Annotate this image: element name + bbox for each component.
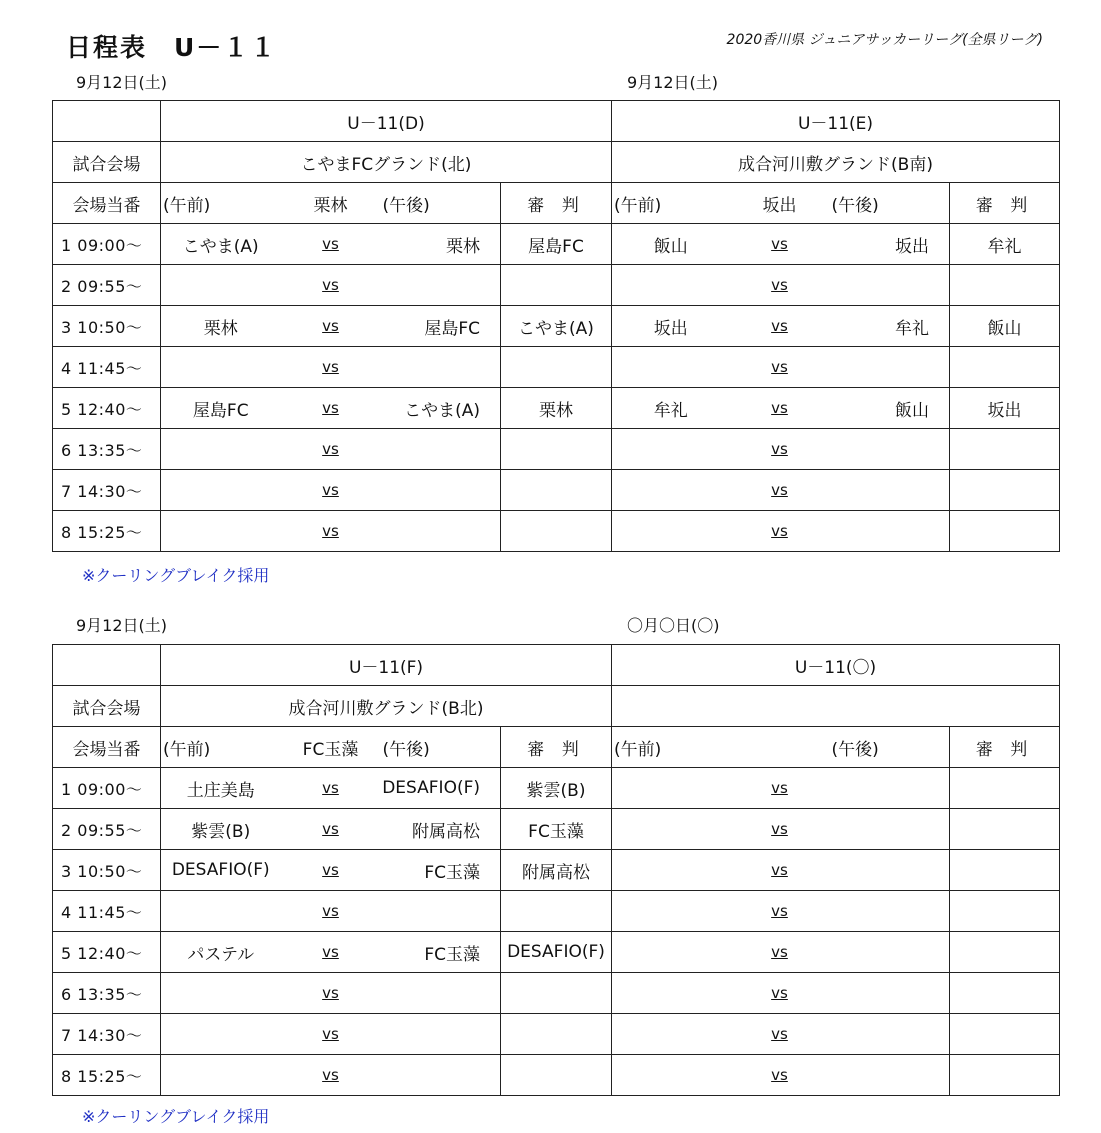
host-row	[53, 183, 1060, 224]
referee-team: 紫雲(B)	[501, 768, 612, 809]
date-left: 9月12日(土)	[76, 616, 168, 635]
league-name: 2020香川県 ジュニアサッカーリーグ(全県リーグ)	[726, 32, 1043, 48]
vs-label: vs	[322, 902, 339, 920]
home-team	[161, 429, 281, 470]
away-team	[830, 429, 950, 470]
away-team	[830, 891, 950, 932]
referee-team: 附属高松	[501, 850, 612, 891]
home-team	[612, 891, 730, 932]
vs-label: vs	[771, 235, 788, 253]
pm-label: (午後)	[381, 183, 501, 224]
host-label: 会場当番	[53, 183, 161, 224]
vs-cell	[730, 429, 830, 470]
referee-team	[950, 932, 1060, 973]
vs-label: vs	[771, 399, 788, 417]
vs-label: vs	[322, 399, 339, 417]
pm-label: (午後)	[830, 183, 950, 224]
away-team: 附属高松	[381, 809, 501, 850]
home-team	[161, 347, 281, 388]
vs-label: vs	[322, 481, 339, 499]
referee-label: 審 判	[501, 183, 612, 224]
vs-cell	[281, 429, 381, 470]
match-row	[53, 768, 1060, 809]
referee-team	[950, 1014, 1060, 1055]
vs-label: vs	[322, 440, 339, 458]
home-team	[161, 265, 281, 306]
away-team	[381, 891, 501, 932]
am-host-team: 栗林	[281, 183, 381, 224]
pm-label: (午後)	[830, 727, 950, 768]
referee-team	[950, 470, 1060, 511]
vs-cell	[730, 768, 830, 809]
vs-cell	[730, 306, 830, 347]
vs-cell	[281, 973, 381, 1014]
vs-label: vs	[771, 902, 788, 920]
vs-cell	[730, 511, 830, 552]
match-time: 1 09:00～	[53, 768, 161, 809]
home-team	[612, 511, 730, 552]
vs-cell	[730, 1055, 830, 1096]
referee-team	[950, 768, 1060, 809]
match-time: 4 11:45～	[53, 891, 161, 932]
am-host-team: FC玉藻	[281, 727, 381, 768]
referee-team	[950, 347, 1060, 388]
referee-team	[501, 511, 612, 552]
match-row	[53, 224, 1060, 265]
match-row	[53, 429, 1060, 470]
match-row	[53, 1014, 1060, 1055]
pm-label: (午後)	[381, 727, 501, 768]
match-row	[53, 1055, 1060, 1096]
referee-team	[501, 1055, 612, 1096]
vs-cell	[281, 388, 381, 429]
venue-row	[53, 142, 1060, 183]
away-team	[381, 1014, 501, 1055]
home-team: 紫雲(B)	[161, 809, 281, 850]
referee-team: 坂出	[950, 388, 1060, 429]
away-team: 飯山	[830, 388, 950, 429]
vs-label: vs	[771, 522, 788, 540]
vs-cell	[730, 470, 830, 511]
home-team	[161, 891, 281, 932]
vs-label: vs	[771, 276, 788, 294]
match-time: 6 13:35～	[53, 973, 161, 1014]
referee-team	[950, 511, 1060, 552]
group-name: U－11(E)	[612, 101, 1060, 142]
home-team: DESAFIO(F)	[161, 850, 281, 891]
home-team: 牟礼	[612, 388, 730, 429]
vs-cell	[730, 891, 830, 932]
page-title: 日程表 U－１１	[66, 33, 278, 62]
venue-name: 成合河川敷グランド(B南)	[612, 142, 1060, 183]
away-team	[830, 1055, 950, 1096]
group-name: U－11(〇)	[612, 645, 1060, 686]
away-team	[381, 1055, 501, 1096]
vs-cell	[281, 224, 381, 265]
referee-label: 審 判	[950, 183, 1060, 224]
vs-label: vs	[771, 984, 788, 1002]
vs-label: vs	[771, 779, 788, 797]
match-time: 6 13:35～	[53, 429, 161, 470]
match-row	[53, 306, 1060, 347]
vs-label: vs	[322, 317, 339, 335]
referee-team	[950, 265, 1060, 306]
match-row	[53, 891, 1060, 932]
away-team: DESAFIO(F)	[381, 768, 501, 809]
vs-label: vs	[322, 943, 339, 961]
vs-cell	[281, 891, 381, 932]
away-team: 屋島FC	[381, 306, 501, 347]
home-team	[161, 973, 281, 1014]
vs-label: vs	[322, 1066, 339, 1084]
match-time: 1 09:00～	[53, 224, 161, 265]
vs-cell	[281, 768, 381, 809]
home-team	[612, 429, 730, 470]
vs-cell	[730, 224, 830, 265]
referee-team: 栗林	[501, 388, 612, 429]
match-time: 2 09:55～	[53, 809, 161, 850]
vs-cell	[730, 1014, 830, 1055]
vs-label: vs	[322, 779, 339, 797]
vs-label: vs	[322, 276, 339, 294]
match-row	[53, 850, 1060, 891]
away-team: FC玉藻	[381, 932, 501, 973]
referee-team	[950, 891, 1060, 932]
home-team	[612, 973, 730, 1014]
referee-team: FC玉藻	[501, 809, 612, 850]
match-time: 7 14:30～	[53, 1014, 161, 1055]
away-team	[830, 511, 950, 552]
away-team	[381, 973, 501, 1014]
am-label: (午前)	[612, 727, 730, 768]
referee-team	[950, 973, 1060, 1014]
cooling-break-note: ※クーリングブレイク採用	[82, 1107, 270, 1126]
away-team	[381, 265, 501, 306]
home-team	[612, 1055, 730, 1096]
referee-team	[501, 973, 612, 1014]
host-label: 会場当番	[53, 727, 161, 768]
away-team: こやま(A)	[381, 388, 501, 429]
home-team	[612, 470, 730, 511]
away-team	[830, 768, 950, 809]
away-team	[381, 470, 501, 511]
home-team	[161, 1055, 281, 1096]
referee-team: 牟礼	[950, 224, 1060, 265]
away-team	[830, 809, 950, 850]
cooling-break-note: ※クーリングブレイク採用	[82, 566, 270, 585]
venue-label: 試合会場	[53, 686, 161, 727]
vs-cell	[281, 265, 381, 306]
home-team	[612, 768, 730, 809]
vs-label: vs	[771, 1025, 788, 1043]
referee-team	[950, 809, 1060, 850]
match-time: 5 12:40～	[53, 932, 161, 973]
venue-row	[53, 686, 1060, 727]
away-team	[381, 511, 501, 552]
home-team: 飯山	[612, 224, 730, 265]
away-team: 坂出	[830, 224, 950, 265]
venue-name: 成合河川敷グランド(B北)	[161, 686, 612, 727]
match-row	[53, 265, 1060, 306]
group-name-row	[53, 101, 1060, 142]
vs-cell	[730, 850, 830, 891]
vs-cell	[281, 850, 381, 891]
vs-label: vs	[322, 358, 339, 376]
corner-cell	[53, 101, 161, 142]
home-team	[612, 1014, 730, 1055]
home-team	[612, 850, 730, 891]
vs-label: vs	[322, 820, 339, 838]
vs-cell	[281, 306, 381, 347]
referee-team	[950, 429, 1060, 470]
away-team: 栗林	[381, 224, 501, 265]
away-team	[830, 1014, 950, 1055]
vs-label: vs	[771, 943, 788, 961]
referee-team	[501, 347, 612, 388]
date-right: 9月12日(土)	[627, 73, 719, 92]
vs-cell	[730, 809, 830, 850]
home-team	[612, 809, 730, 850]
vs-label: vs	[771, 440, 788, 458]
referee-team	[501, 470, 612, 511]
am-host-team	[730, 727, 830, 768]
match-time: 3 10:50～	[53, 850, 161, 891]
vs-cell	[281, 932, 381, 973]
away-team	[830, 973, 950, 1014]
vs-cell	[730, 932, 830, 973]
home-team: パステル	[161, 932, 281, 973]
schedule-table	[52, 644, 1060, 1096]
referee-team	[501, 1014, 612, 1055]
group-name-row	[53, 645, 1060, 686]
corner-cell	[53, 645, 161, 686]
vs-label: vs	[771, 820, 788, 838]
venue-name: こやまFCグランド(北)	[161, 142, 612, 183]
home-team: こやま(A)	[161, 224, 281, 265]
away-team	[830, 470, 950, 511]
home-team: 土庄美島	[161, 768, 281, 809]
away-team	[830, 265, 950, 306]
home-team: 坂出	[612, 306, 730, 347]
home-team	[612, 347, 730, 388]
vs-cell	[281, 470, 381, 511]
am-label: (午前)	[161, 727, 281, 768]
home-team	[161, 470, 281, 511]
referee-team	[501, 429, 612, 470]
match-row	[53, 511, 1060, 552]
match-time: 3 10:50～	[53, 306, 161, 347]
away-team	[381, 347, 501, 388]
group-name: U－11(F)	[161, 645, 612, 686]
match-row	[53, 388, 1060, 429]
away-team: FC玉藻	[381, 850, 501, 891]
match-row	[53, 470, 1060, 511]
venue-name	[612, 686, 1060, 727]
am-label: (午前)	[612, 183, 730, 224]
vs-label: vs	[322, 861, 339, 879]
referee-team	[501, 265, 612, 306]
match-time: 7 14:30～	[53, 470, 161, 511]
home-team: 屋島FC	[161, 388, 281, 429]
home-team	[612, 265, 730, 306]
vs-label: vs	[771, 861, 788, 879]
referee-team	[950, 1055, 1060, 1096]
home-team	[161, 1014, 281, 1055]
vs-label: vs	[322, 522, 339, 540]
venue-label: 試合会場	[53, 142, 161, 183]
referee-team: こやま(A)	[501, 306, 612, 347]
date-right: 〇月〇日(〇)	[627, 616, 720, 635]
match-row	[53, 932, 1060, 973]
vs-label: vs	[771, 1066, 788, 1084]
host-row	[53, 727, 1060, 768]
match-time: 5 12:40～	[53, 388, 161, 429]
away-team	[830, 850, 950, 891]
away-team	[381, 429, 501, 470]
schedule-table	[52, 100, 1060, 552]
referee-label: 審 判	[501, 727, 612, 768]
referee-team: 飯山	[950, 306, 1060, 347]
vs-label: vs	[771, 317, 788, 335]
vs-cell	[281, 1014, 381, 1055]
away-team	[830, 932, 950, 973]
date-left: 9月12日(土)	[76, 73, 168, 92]
home-team: 栗林	[161, 306, 281, 347]
vs-label: vs	[322, 984, 339, 1002]
match-time: 8 15:25～	[53, 1055, 161, 1096]
away-team: 牟礼	[830, 306, 950, 347]
referee-team	[501, 891, 612, 932]
vs-cell	[730, 388, 830, 429]
vs-label: vs	[771, 481, 788, 499]
match-row	[53, 809, 1060, 850]
away-team	[830, 347, 950, 388]
vs-cell	[281, 809, 381, 850]
match-row	[53, 973, 1060, 1014]
match-row	[53, 347, 1060, 388]
vs-label: vs	[771, 358, 788, 376]
vs-cell	[281, 1055, 381, 1096]
home-team	[612, 932, 730, 973]
vs-cell	[281, 347, 381, 388]
match-time: 8 15:25～	[53, 511, 161, 552]
referee-team: 屋島FC	[501, 224, 612, 265]
match-time: 2 09:55～	[53, 265, 161, 306]
vs-label: vs	[322, 235, 339, 253]
match-time: 4 11:45～	[53, 347, 161, 388]
home-team	[161, 511, 281, 552]
am-label: (午前)	[161, 183, 281, 224]
vs-cell	[730, 973, 830, 1014]
vs-cell	[730, 265, 830, 306]
referee-label: 審 判	[950, 727, 1060, 768]
vs-cell	[281, 511, 381, 552]
am-host-team: 坂出	[730, 183, 830, 224]
group-name: U－11(D)	[161, 101, 612, 142]
vs-label: vs	[322, 1025, 339, 1043]
vs-cell	[730, 347, 830, 388]
referee-team: DESAFIO(F)	[501, 932, 612, 973]
referee-team	[950, 850, 1060, 891]
